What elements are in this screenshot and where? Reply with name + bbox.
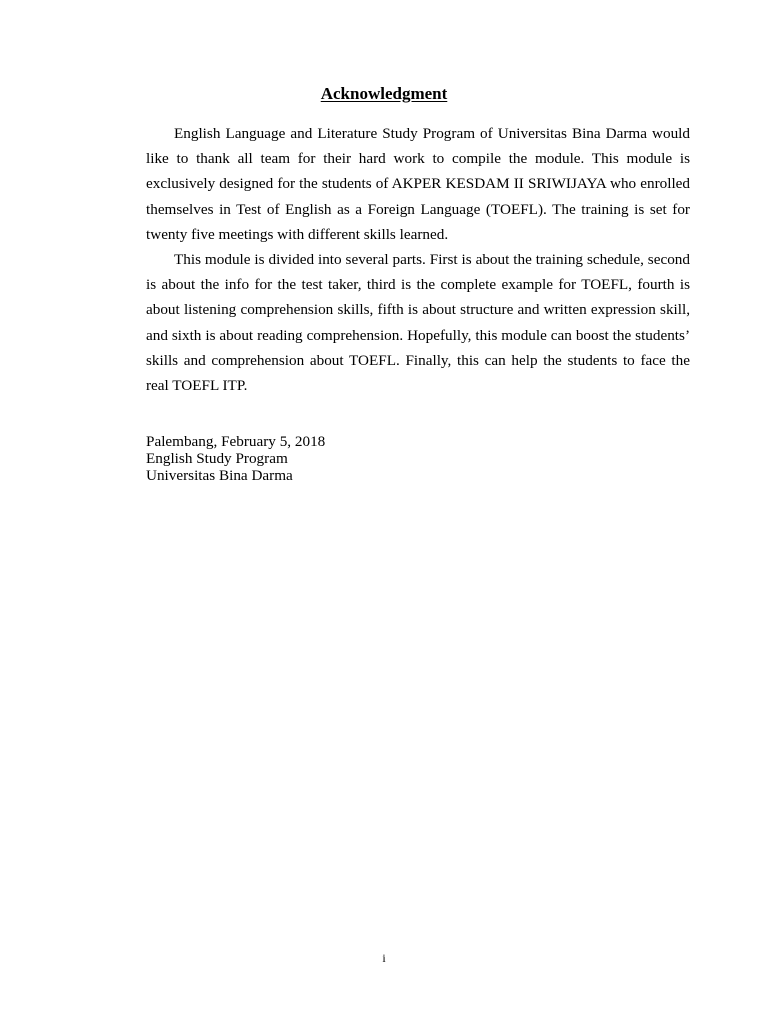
signature-department: English Study Program bbox=[146, 450, 288, 467]
signature-place-date: Palembang, February 5, 2018 bbox=[146, 433, 326, 450]
page-number: i bbox=[382, 951, 386, 965]
paragraph-2: This module is divided into several parts. First is about the training schedule, second is about the info for the test taker, third is the complete example for TOEFL, fourth is about listening comprehension skills, fifth is about structure and written expression skill, and sixth is about reading comprehension. Hopefully, this module can boost the students’ skills and comprehension about TOEFL. Finally, this can help the students to face the real TOEFL ITP. bbox=[146, 251, 690, 395]
paragraph-1: English Language and Literature Study Program of Universitas Bina Darma would like to thank all team for their hard work to compile the module. This module is exclusively designed for the students of AKPER KESDAM II SRIWIJAYA who enrolled themselves in Test of English as a Foreign Language (TOEFL). The training is set for twenty five meetings with different skills learned. bbox=[146, 125, 690, 243]
signature-institution: Universitas Bina Darma bbox=[146, 467, 293, 484]
page-title: Acknowledgment bbox=[320, 84, 448, 103]
body-text bbox=[146, 121, 690, 398]
signature-block bbox=[146, 433, 546, 484]
